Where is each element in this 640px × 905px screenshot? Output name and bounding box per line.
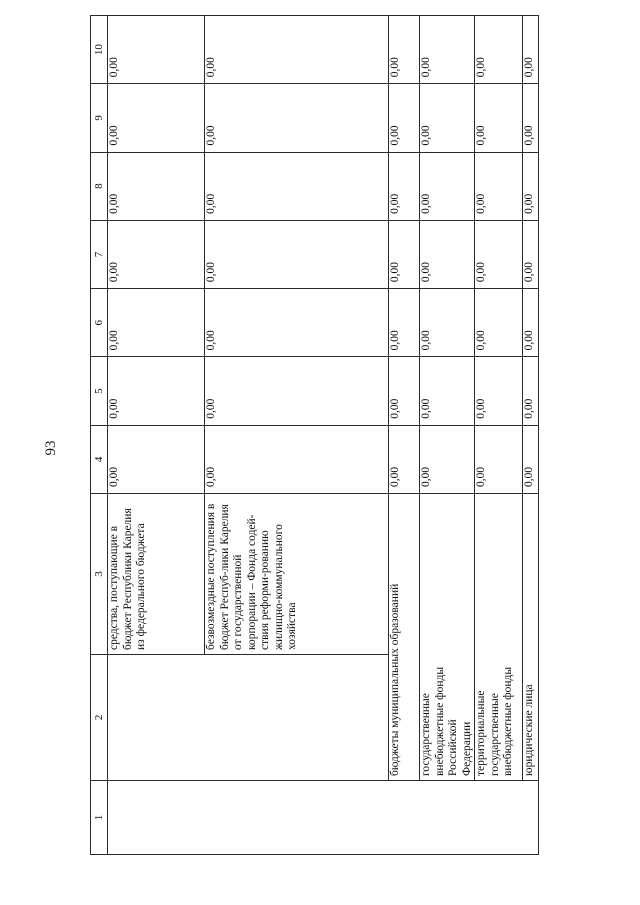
- empty-cell: [389, 781, 420, 855]
- value-cell: 0,00: [420, 15, 475, 83]
- value-cell: 0,00: [205, 357, 389, 425]
- value-cell: 0,00: [523, 357, 539, 425]
- value-cell: 0,00: [205, 220, 389, 288]
- value-cell: 0,00: [205, 15, 389, 83]
- column-number-7: 7: [91, 220, 108, 288]
- empty-cell: [108, 781, 205, 855]
- value-cell: 0,00: [475, 152, 523, 220]
- row-label: [523, 494, 539, 781]
- value-cell: 0,00: [389, 152, 420, 220]
- value-cell: 0,00: [420, 152, 475, 220]
- empty-cell: [108, 655, 205, 781]
- empty-cell: [205, 655, 389, 781]
- value-cell: 0,00: [475, 289, 523, 357]
- value-cell: 0,00: [475, 425, 523, 493]
- table-row: [205, 15, 389, 854]
- empty-cell: [420, 781, 475, 855]
- column-number-9: 9: [91, 84, 108, 152]
- row-label-text: территориальные государственные внебюджетные фонды: [475, 666, 515, 776]
- row-label: [420, 494, 475, 781]
- row-label: средства, поступающие в бюджет Республики Карелия из федерального бюджета: [108, 494, 205, 655]
- value-cell: 0,00: [108, 289, 205, 357]
- row-label: безвозмездные поступления в бюджет Респуб-лики Карелия от государственной корпорации – Фонда содей-ствия реформи-рованию жилищно-коммунального хозяйства: [205, 494, 389, 655]
- value-cell: 0,00: [389, 425, 420, 493]
- value-cell: 0,00: [420, 220, 475, 288]
- rotated-table-sheet: [90, 16, 536, 855]
- table-row: [420, 15, 475, 854]
- value-cell: 0,00: [205, 425, 389, 493]
- value-cell: 0,00: [108, 425, 205, 493]
- value-cell: 0,00: [205, 84, 389, 152]
- value-cell: 0,00: [420, 425, 475, 493]
- value-cell: 0,00: [523, 289, 539, 357]
- row-label-text: бюджеты муниципальных образований: [389, 583, 401, 776]
- value-cell: 0,00: [108, 15, 205, 83]
- value-cell: 0,00: [420, 289, 475, 357]
- value-cell: 0,00: [420, 84, 475, 152]
- page-number: 93: [43, 440, 59, 456]
- value-cell: 0,00: [205, 152, 389, 220]
- column-number-4: 4: [91, 425, 108, 493]
- value-cell: 0,00: [108, 220, 205, 288]
- row-label-text: государственные внебюджетные фонды Российской Федерации: [420, 666, 473, 776]
- value-cell: 0,00: [475, 84, 523, 152]
- value-cell: 0,00: [523, 425, 539, 493]
- value-cell: 0,00: [389, 357, 420, 425]
- value-cell: 0,00: [475, 357, 523, 425]
- row-label-text: юридические лица: [523, 684, 536, 776]
- column-number-8: 8: [91, 152, 108, 220]
- value-cell: 0,00: [389, 289, 420, 357]
- row-label: [389, 494, 420, 781]
- column-number-10: 10: [91, 15, 108, 83]
- value-cell: 0,00: [389, 220, 420, 288]
- column-number-3: 3: [91, 494, 108, 655]
- value-cell: 0,00: [523, 220, 539, 288]
- value-cell: 0,00: [475, 220, 523, 288]
- value-cell: 0,00: [523, 15, 539, 83]
- value-cell: 0,00: [108, 152, 205, 220]
- table-row: [475, 15, 523, 854]
- empty-cell: [475, 781, 523, 855]
- value-cell: 0,00: [108, 357, 205, 425]
- value-cell: 0,00: [523, 84, 539, 152]
- row-label: [475, 494, 523, 781]
- funding-sources-table: [90, 15, 539, 855]
- value-cell: 0,00: [389, 84, 420, 152]
- column-number-2: 2: [91, 655, 108, 781]
- value-cell: 0,00: [205, 289, 389, 357]
- table-row: [389, 15, 420, 854]
- table-row: [108, 15, 205, 854]
- column-number-5: 5: [91, 357, 108, 425]
- value-cell: 0,00: [475, 15, 523, 83]
- empty-cell: [523, 781, 539, 855]
- value-cell: 0,00: [420, 357, 475, 425]
- column-number-1: 1: [91, 781, 108, 855]
- column-number-row: [91, 15, 108, 854]
- column-number-6: 6: [91, 289, 108, 357]
- empty-cell: [205, 781, 389, 855]
- value-cell: 0,00: [108, 84, 205, 152]
- value-cell: 0,00: [389, 15, 420, 83]
- table-row: [523, 15, 539, 854]
- value-cell: 0,00: [523, 152, 539, 220]
